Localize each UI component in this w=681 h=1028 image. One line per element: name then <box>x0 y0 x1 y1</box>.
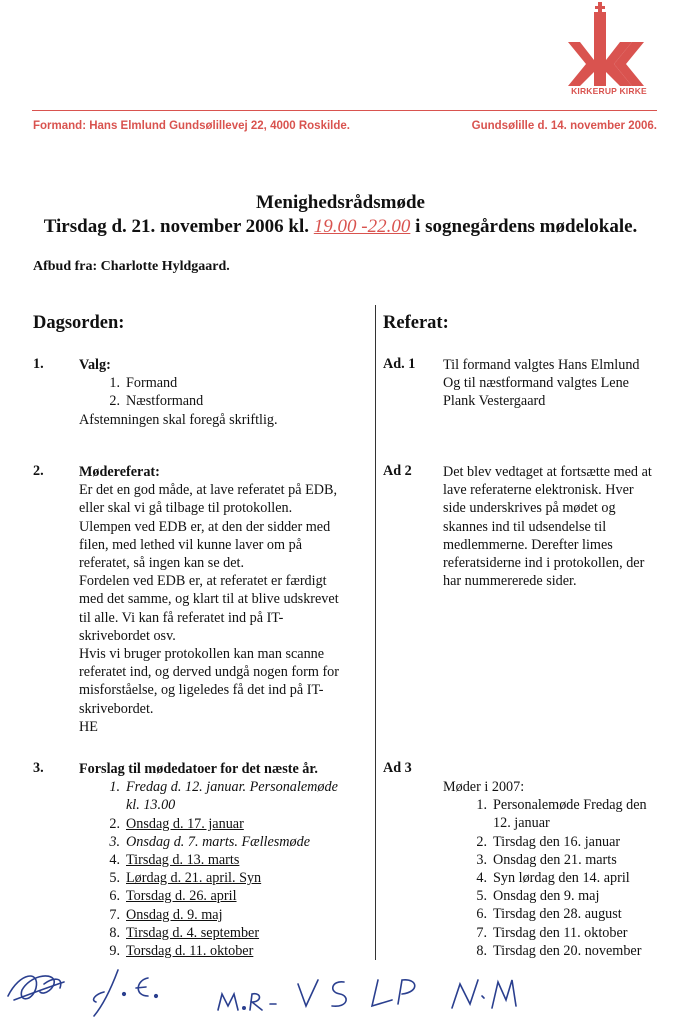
item-line: Ulempen ved EDB er, at den der sidder med <box>79 518 331 535</box>
item-number: 3. <box>33 760 44 776</box>
date-item: 4. Tirsdag d. 13. marts <box>109 852 240 869</box>
minutes-ref: Ad. 1 <box>383 356 416 372</box>
item-line: referatet ind, og derved undgå nogen form for <box>79 664 340 681</box>
item-line: med det samme, og klart til at blive udskrevet <box>79 591 339 608</box>
date-item: 2. Onsdag d. 17. januar <box>109 815 244 832</box>
agenda-heading: Dagsorden: <box>33 313 125 333</box>
date-item: 9. Torsdag d. 11. oktober <box>109 943 254 960</box>
minutes-item-3 <box>443 778 678 960</box>
minutes-ref: Ad 3 <box>383 760 412 776</box>
page-title: Menighedsrådsmøde <box>256 192 425 213</box>
item-line: skrivebordet osv. <box>79 627 176 644</box>
meeting-date: 2. Tirsdag den 16. januar <box>476 833 621 850</box>
minutes-subheading: Møder i 2007: <box>443 779 525 795</box>
item-line: Fordelen ved EDB er, at referatet er færdigt <box>79 573 327 590</box>
item-line: Er det en god måde, at lave referatet på EDB, <box>79 482 338 499</box>
minutes-line: lave referaterne elektronisk. Hver <box>443 482 634 499</box>
subtitle-date: Tirsdag d. 21. november 2006 kl. <box>43 216 310 237</box>
logo-text: KIRKERUP KIRKE <box>571 86 647 96</box>
header-chairman: Formand: Hans Elmlund Gundsølillevej 22, 4000 Roskilde. <box>33 120 350 132</box>
item-heading: Mødereferat: <box>79 464 160 480</box>
list-item: 1. Formand <box>109 375 178 392</box>
meeting-date: 3. Onsdag den 21. marts <box>476 851 617 868</box>
item-line: referatet, så ingen kan se det. <box>79 555 245 572</box>
minutes-ref: Ad 2 <box>383 463 412 479</box>
header-divider <box>32 110 657 111</box>
agenda-item-3 <box>79 760 373 960</box>
column-divider <box>375 305 376 960</box>
minutes-line: har nummererede sider. <box>443 573 577 590</box>
date-item: 7. Onsdag d. 9. maj <box>109 906 223 923</box>
minutes-line: Og til næstformand valgtes Lene <box>443 375 629 392</box>
date-item: 3. Onsdag d. 7. marts. Fællesmøde <box>109 833 311 850</box>
minutes-item-1 <box>443 356 678 411</box>
meeting-date: 1. Personalemøde Fredag den 12. januar <box>476 797 647 832</box>
item-line: eller skal vi gå tilbage til protokollen. <box>79 500 293 517</box>
date-item: 1. Fredag d. 12. januar. Personalemøde kl. 13.00 <box>109 779 338 814</box>
absent-note: Afbud fra: Charlotte Hyldgaard. <box>33 259 230 274</box>
item-line: til alle. Vi kan få referatet ind på IT- <box>79 609 284 626</box>
minutes-line: Plank Vestergaard <box>443 393 546 410</box>
item-heading: Valg: <box>79 357 111 373</box>
item-text: Afstemningen skal foregå skriftlig. <box>79 411 278 428</box>
agenda-item-1 <box>79 356 369 429</box>
minutes-line: Det blev vedtaget at fortsætte med at <box>443 464 652 480</box>
meeting-date: 8. Tirsdag den 20. november <box>476 942 642 959</box>
minutes-item-2 <box>443 463 678 590</box>
minutes-heading: Referat: <box>383 313 449 333</box>
subtitle-location: i sognegårdens mødelokale. <box>415 216 638 237</box>
item-line: Hvis vi bruger protokollen kan man scanne <box>79 646 325 663</box>
minutes-line: referatsiderne ind i protokollen, der <box>443 555 645 572</box>
item-line: filen, med lethed vil kunne laver om på <box>79 536 302 553</box>
minutes-line: Til formand valgtes Hans Elmlund <box>443 357 640 373</box>
minutes-line: medlemmerne. Derefter limes <box>443 536 613 553</box>
meeting-date: 6. Tirsdag den 28. august <box>476 906 622 923</box>
subtitle-time: 19.00 -22.00 <box>313 216 411 237</box>
item-number: 1. <box>33 356 44 372</box>
meeting-date: 5. Onsdag den 9. maj <box>476 888 600 905</box>
date-item: 8. Tirsdag d. 4. september <box>109 924 260 941</box>
item-number: 2. <box>33 463 44 479</box>
meeting-subtitle <box>0 216 681 238</box>
date-item: 6. Torsdag d. 26. april <box>109 888 237 905</box>
item-line: skrivebordet. <box>79 700 154 717</box>
header-date: Gundsølille d. 14. november 2006. <box>471 120 657 132</box>
agenda-item-2 <box>79 463 373 736</box>
item-heading: Forslag til mødedatoer for det næste år. <box>79 761 318 777</box>
item-line: misforståelse, og ligeledes få det ind på IT- <box>79 682 324 699</box>
list-item: 2. Næstformand <box>109 393 204 410</box>
meeting-date: 4. Syn lørdag den 14. april <box>476 870 630 887</box>
meeting-date: 7. Tirsdag den 11. oktober <box>476 924 628 941</box>
minutes-line: side underskrives på mødet og <box>443 500 616 517</box>
minutes-line: skannes ind til udsendelse til <box>443 518 607 535</box>
item-line: HE <box>79 718 98 735</box>
date-item: 5. Lørdag d. 21. april. Syn <box>109 870 262 887</box>
handwritten-signatures <box>0 958 681 1028</box>
